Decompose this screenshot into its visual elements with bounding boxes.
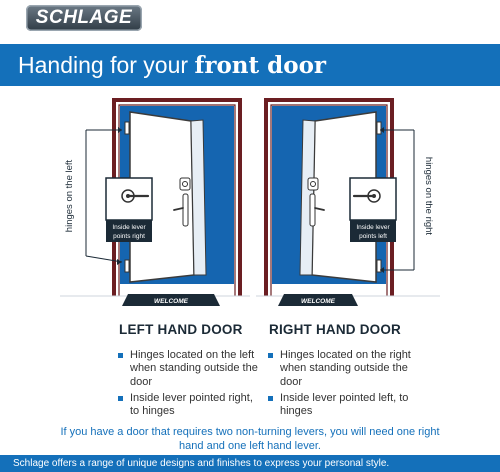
bullet-icon (268, 396, 273, 401)
page-title (18, 50, 326, 81)
list-item-text: Hinges located on the left when standing outside the door (130, 349, 258, 388)
right-mat-text: WELCOME (301, 298, 335, 305)
list-item (268, 349, 418, 389)
right-side-label: hinges on the right (423, 156, 434, 236)
left-callout-line2: points right (113, 233, 145, 240)
right-door-figure (256, 100, 440, 306)
right-door-list (268, 349, 418, 421)
right-callout-line2: points left (359, 233, 387, 240)
left-door-figure (60, 100, 250, 306)
bullet-icon (268, 353, 273, 358)
list-item-text: Inside lever pointed left, to hinges (280, 391, 409, 418)
bullet-icon (118, 353, 123, 358)
door-illustration (0, 88, 500, 320)
footer-text: Schlage offers a range of unique designs and finishes to express your personal style. (13, 458, 390, 469)
footer-bar (0, 455, 500, 472)
right-callout-line1: Inside lever (356, 224, 390, 231)
list-item-text: Hinges located on the right when standing outside the door (280, 349, 411, 388)
list-item-text: Inside lever pointed right, to hinges (130, 391, 253, 418)
logo-bar (0, 0, 500, 36)
bullet-icon (118, 396, 123, 401)
left-side-label: hinges on the left (64, 159, 75, 233)
right-door-heading: RIGHT HAND DOOR (269, 322, 401, 337)
title-bold: front door (194, 52, 327, 79)
list-item (268, 392, 418, 419)
left-door-list (118, 349, 258, 421)
lever-note: If you have a door that requires two non-turning levers, you will need one right hand and one left hand lever. (60, 426, 440, 452)
list-item (118, 349, 258, 389)
left-mat-text: WELCOME (154, 298, 188, 305)
schlage-logo: SCHLAGE (26, 5, 142, 31)
title-banner (0, 44, 500, 86)
title-light: Handing for your (18, 52, 195, 78)
left-callout-line1: Inside lever (112, 224, 146, 231)
left-door-heading: LEFT HAND DOOR (119, 322, 243, 337)
list-item (118, 392, 258, 419)
